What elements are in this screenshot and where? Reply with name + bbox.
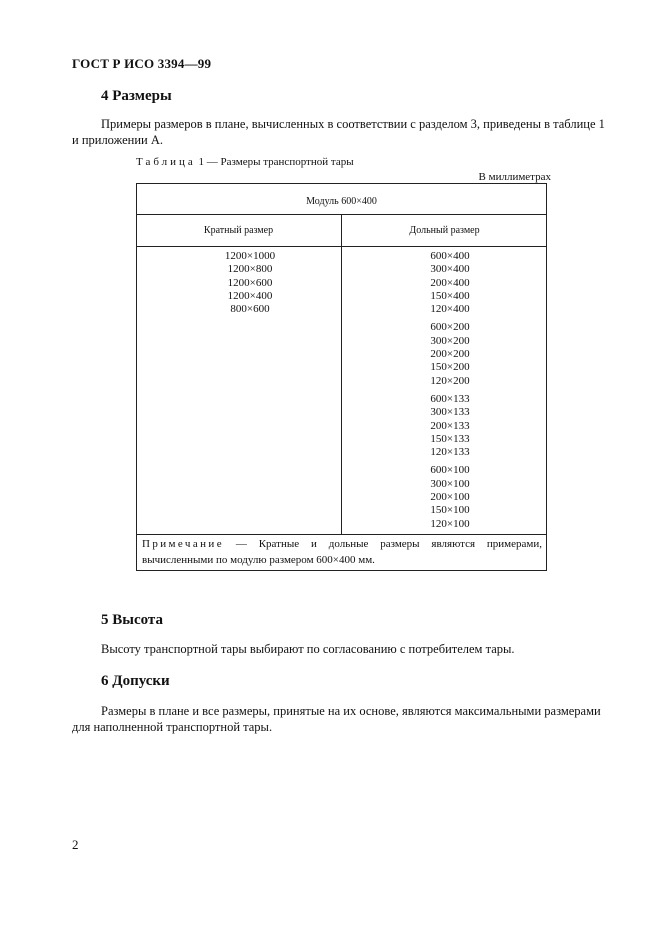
table-caption-label: Таблица <box>136 156 196 168</box>
table-caption <box>136 156 354 168</box>
section-4-heading: 4 Размеры <box>101 88 172 104</box>
table-note-label: Примечание <box>142 538 224 550</box>
fractional-size-cell: 120×200 <box>430 374 470 387</box>
multiple-sizes-column <box>200 250 300 316</box>
page-number: 2 <box>72 837 79 852</box>
fractional-size-cell: 300×100 <box>430 477 470 490</box>
section-4-paragraph-line1: Примеры размеров в плане, вычисленных в соответствии с разделом 3, приведены в таблице 1 <box>101 117 605 131</box>
fractional-size-cell: 200×400 <box>430 276 470 289</box>
multiple-size-header: Кратный размер <box>203 225 274 236</box>
fractional-size-header: Дольный размер <box>409 225 480 236</box>
table-note-line1 <box>142 536 542 552</box>
fractional-sizes-column <box>400 250 500 531</box>
fractional-size-cell: 300×133 <box>430 406 470 419</box>
table-note <box>142 536 542 568</box>
section-5-paragraph: Высоту транспортной тары выбирают по согласованию с потребителем тары. <box>101 642 515 656</box>
multiple-size-cell: 1200×800 <box>227 263 273 276</box>
section-5-heading: 5 Высота <box>101 612 163 628</box>
multiple-size-cell: 1200×400 <box>227 289 273 302</box>
multiple-size-cell: 1200×600 <box>227 276 273 289</box>
table-note-text: — Кратные и дольные размеры являются примерами, <box>223 538 542 550</box>
note-divider <box>136 534 547 535</box>
column-separator <box>341 214 342 534</box>
table-left-border <box>136 183 137 571</box>
fractional-size-cell: 200×133 <box>430 419 470 432</box>
multiple-size-cell: 1200×1000 <box>224 250 276 262</box>
fractional-size-cell: 600×133 <box>430 392 470 405</box>
fractional-size-group <box>400 321 500 387</box>
table-units: В миллиметрах <box>478 171 551 183</box>
fractional-size-cell: 600×100 <box>430 464 470 477</box>
table-note-line2: вычисленными по модулю размером 600×400 мм. <box>142 554 375 566</box>
document-code: ГОСТ Р ИСО 3394—99 <box>72 56 212 71</box>
fractional-size-cell: 600×200 <box>430 321 470 334</box>
multiple-size-cell: 800×600 <box>230 303 270 316</box>
fractional-size-cell: 150×400 <box>430 289 470 302</box>
section-4-paragraph-line2: и приложении А. <box>72 133 163 147</box>
fractional-size-cell: 300×400 <box>430 263 470 276</box>
fractional-size-cell: 150×100 <box>430 504 470 517</box>
fractional-size-cell: 600×400 <box>430 250 470 262</box>
fractional-size-group <box>400 250 500 316</box>
fractional-size-group <box>400 464 500 530</box>
fractional-size-cell: 200×200 <box>430 348 470 361</box>
section-6-paragraph-line2: для наполненной транспортной тары. <box>72 720 273 734</box>
section-6-paragraph-line1: Размеры в плане и все размеры, принятые на их основе, являются максимальными размерами <box>101 704 601 718</box>
table-bottom-border <box>136 570 547 571</box>
fractional-size-cell: 150×133 <box>430 432 470 445</box>
fractional-size-cell: 200×100 <box>430 491 470 504</box>
fractional-size-cell: 300×200 <box>430 334 470 347</box>
fractional-size-cell: 120×133 <box>430 446 470 459</box>
module-header: Модуль 600×400 <box>306 196 377 207</box>
section-6-heading: 6 Допуски <box>101 673 170 689</box>
fractional-size-group <box>400 393 500 459</box>
fractional-size-cell: 120×100 <box>430 517 470 530</box>
table-top-border <box>136 183 547 184</box>
fractional-size-cell: 120×400 <box>430 303 470 316</box>
sizes-table <box>136 183 547 571</box>
table-right-border <box>546 183 547 571</box>
table-caption-title: 1 — Размеры транспортной тары <box>198 156 354 168</box>
fractional-size-cell: 150×200 <box>430 361 470 374</box>
